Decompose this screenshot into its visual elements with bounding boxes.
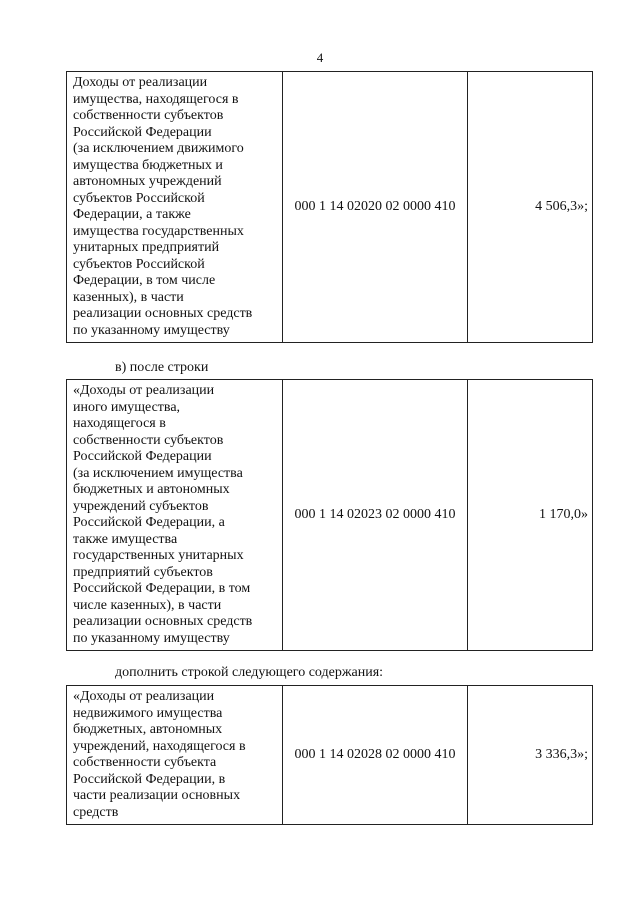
table-row — [67, 380, 593, 651]
revenue-description: «Доходы от реализации иного имущества, находящегося в собственности субъектов Российской Федерации (за исключением имущества бюджетных и автономных учреждений субъектов Российской Федерации, а также имущества государственных унитарных предприятий субъектов Российской Федерации, в том числе казенных), в части реализации основных средств по указанному имуществу — [67, 380, 283, 651]
budget-classification-code: 000 1 14 02023 02 0000 410 — [283, 380, 468, 651]
revenue-description: «Доходы от реализации недвижимого имущества бюджетных, автономных учреждений, находящегося в собственности субъекта Российской Федерации, в части реализации основных средств — [67, 686, 283, 825]
revenue-description: Доходы от реализации имущества, находящегося в собственности субъектов Российской Федерации (за исключением движимого имущества бюджетных и автономных учреждений субъектов Российской Федерации, а также имущества государственных унитарных предприятий субъектов Российской Федерации, в том числе казенных), в части реализации основных средств по указанному имуществу — [67, 72, 283, 343]
revenue-amount: 1 170,0» — [468, 380, 593, 651]
amendment-note-add-row: дополнить строкой следующего содержания: — [115, 665, 384, 680]
revenue-amount: 3 336,3»; — [468, 686, 593, 825]
amendment-note-after-row: в) после строки — [115, 360, 209, 375]
budget-classification-code: 000 1 14 02028 02 0000 410 — [283, 686, 468, 825]
revenue-table-2 — [66, 379, 593, 651]
budget-classification-code: 000 1 14 02020 02 0000 410 — [283, 72, 468, 343]
revenue-amount: 4 506,3»; — [468, 72, 593, 343]
revenue-table-3 — [66, 685, 593, 825]
table-row — [67, 72, 593, 343]
table-row — [67, 686, 593, 825]
page-number: 4 — [316, 50, 324, 65]
revenue-table-1 — [66, 71, 593, 343]
